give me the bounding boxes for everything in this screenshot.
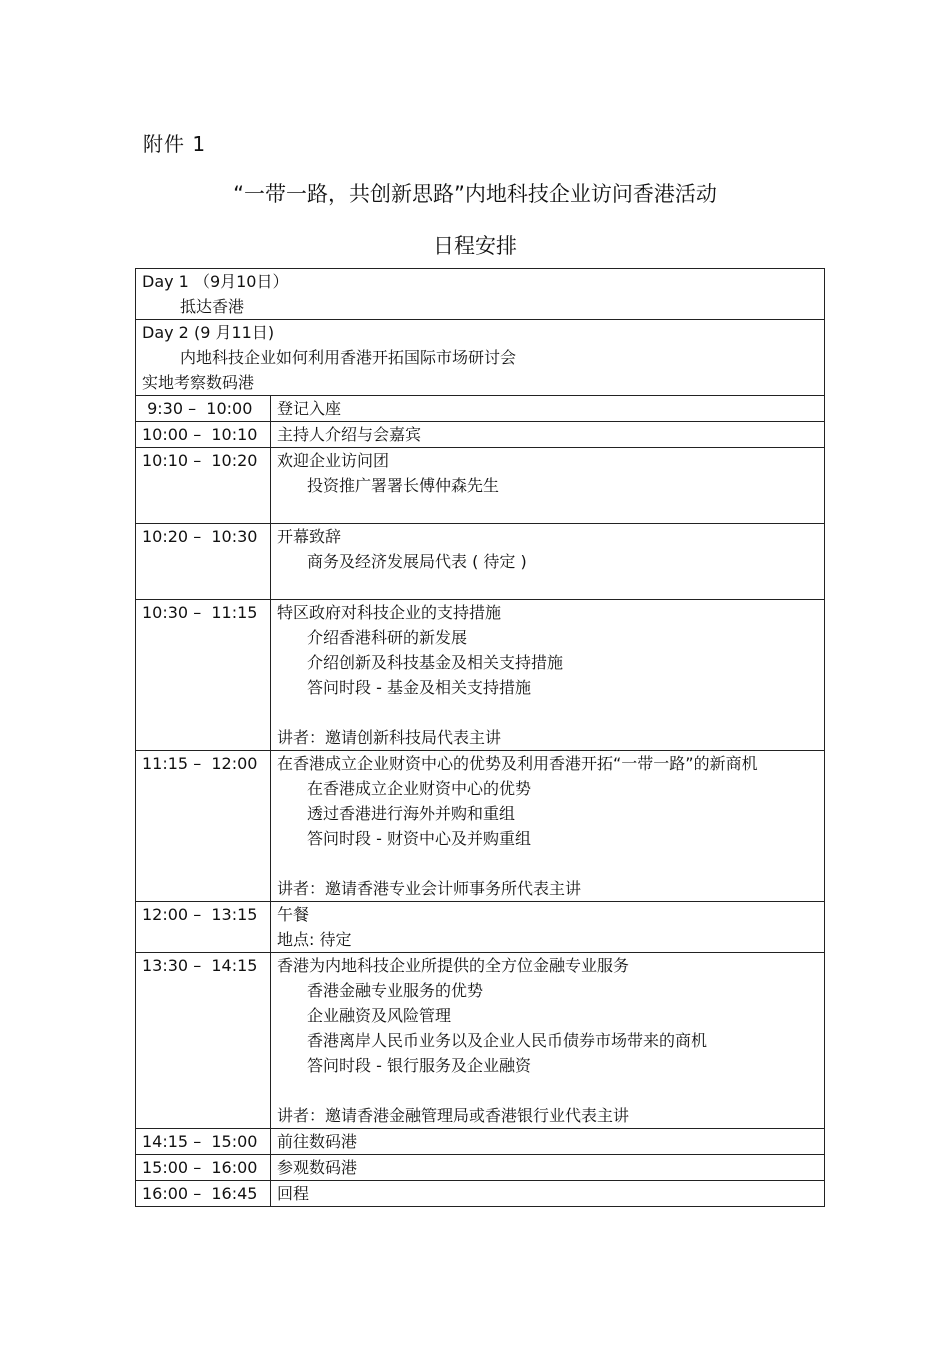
agenda-subitem: 香港金融专业服务的优势 [307,981,484,1000]
agenda-cell [271,600,825,751]
table-row [136,751,825,902]
day2-item-seminar: 内地科技企业如何利用香港开拓国际市场研讨会 [180,348,517,367]
day2-cell [136,320,825,396]
day1-cell [136,269,825,320]
agenda-cell [271,751,825,902]
agenda-cell [271,1155,825,1181]
table-row [136,448,825,524]
agenda-subitem: 香港离岸人民币业务以及企业人民币债券市场带来的商机 [307,1031,708,1050]
day1-item: 抵达香港 [180,297,245,316]
agenda-cell [271,396,825,422]
table-row [136,953,825,1129]
agenda-title: 参观数码港 [277,1158,358,1177]
day1-header: Day 1 （9月10日） [142,272,289,291]
agenda-title: 前往数码港 [277,1132,358,1151]
time-cell: 10:00 – 10:10 [136,422,271,448]
time-cell: 12:00 – 13:15 [136,902,271,953]
attachment-label: 附件 1 [143,132,207,156]
agenda-subitem: 答问时段 - 财资中心及并购重组 [307,829,531,848]
agenda-subitem: 透过香港进行海外并购和重组 [307,804,516,823]
table-row [136,1129,825,1155]
agenda-title: 主持人介绍与会嘉宾 [277,425,422,444]
agenda-title: 午餐 [277,905,310,924]
agenda-subitem: 企业融资及风险管理 [307,1006,452,1025]
day2-header: Day 2 (9 月11日) [142,323,275,342]
schedule-table [135,268,825,1207]
agenda-subitem: 介绍香港科研的新发展 [307,628,468,647]
agenda-title: 在香港成立企业财资中心的优势及利用香港开拓“一带一路”的新商机 [277,754,758,773]
agenda-speaker: 讲者：邀请创新科技局代表主讲 [277,728,502,747]
table-row [136,422,825,448]
time-cell: 14:15 – 15:00 [136,1129,271,1155]
table-row [136,600,825,751]
agenda-speaker: 讲者：邀请香港专业会计师事务所代表主讲 [277,879,582,898]
agenda-subitem: 答问时段 - 基金及相关支持措施 [307,678,531,697]
agenda-cell [271,448,825,524]
time-cell: 15:00 – 16:00 [136,1155,271,1181]
document-title: “一带一路，共创新思路”内地科技企业访问香港活动 [233,182,717,206]
document-subtitle: 日程安排 [433,234,517,258]
agenda-subitem: 答问时段 - 银行服务及企业融资 [307,1056,531,1075]
agenda-subitem: 投资推广署署长傅仲森先生 [307,476,500,495]
agenda-cell [271,953,825,1129]
time-cell: 13:30 – 14:15 [136,953,271,1129]
day1-row [136,269,825,320]
agenda-title: 登记入座 [277,399,342,418]
time-cell: 9:30 – 10:00 [136,396,271,422]
agenda-title: 欢迎企业访问团 [277,451,390,470]
time-cell: 11:15 – 12:00 [136,751,271,902]
time-cell: 10:30 – 11:15 [136,600,271,751]
table-row [136,396,825,422]
table-row [136,902,825,953]
agenda-cell [271,1181,825,1207]
agenda-subitem: 商务及经济发展局代表 ( 待定 ) [307,552,527,571]
agenda-title: 特区政府对科技企业的支持措施 [277,603,502,622]
time-cell: 16:00 – 16:45 [136,1181,271,1207]
agenda-title: 开幕致辞 [277,527,342,546]
table-row [136,1181,825,1207]
agenda-cell [271,902,825,953]
agenda-speaker: 讲者：邀请香港金融管理局或香港银行业代表主讲 [277,1106,630,1125]
agenda-cell [271,524,825,600]
table-row [136,524,825,600]
time-cell: 10:10 – 10:20 [136,448,271,524]
time-cell: 10:20 – 10:30 [136,524,271,600]
agenda-title: 回程 [277,1184,310,1203]
agenda-note: 地点: 待定 [277,930,352,949]
agenda-cell [271,422,825,448]
agenda-title: 香港为内地科技企业所提供的全方位金融专业服务 [277,956,630,975]
day2-row [136,320,825,396]
agenda-subitem: 在香港成立企业财资中心的优势 [307,779,532,798]
agenda-subitem: 介绍创新及科技基金及相关支持措施 [307,653,564,672]
agenda-cell [271,1129,825,1155]
day2-item-visit: 实地考察数码港 [142,373,255,392]
table-row [136,1155,825,1181]
